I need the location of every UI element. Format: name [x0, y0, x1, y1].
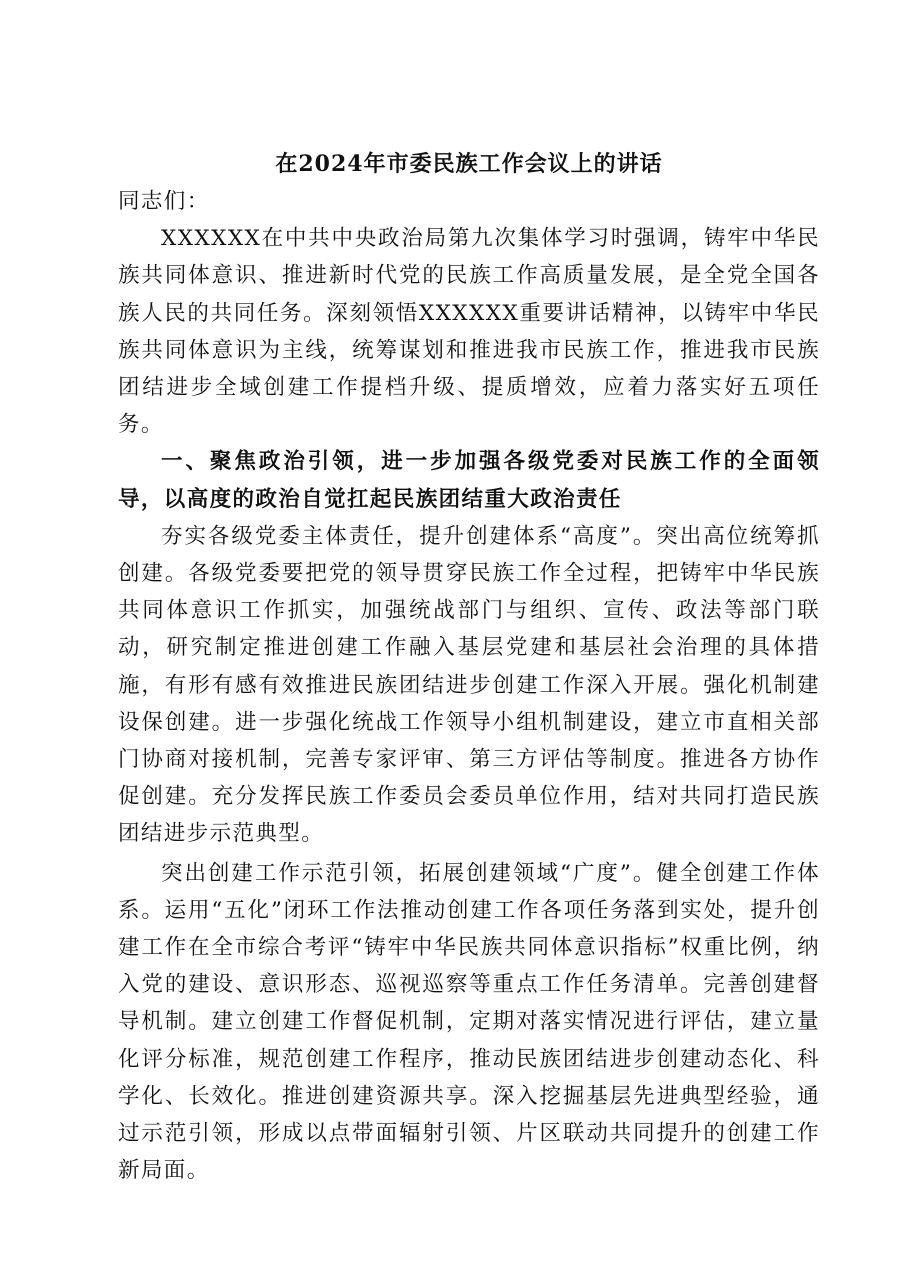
- paragraph-intro: XXXXXX在中共中央政治局第九次集体学习时强调，铸牢中华民族共同体意识、推进新时代党的民族工作高质量发展，是全党全国各族人民的共同任务。深刻领悟XXXXXX重要讲话精神，以铸牢中华民族共同体意识为主线，统筹谋划和推进我市民族工作，推进我市民族团结进步全域创建工作提档升级、提质增效，应着力落实好五项任务。: [118, 226, 820, 438]
- section-heading-1: 一、聚焦政治引领，进一步加强各级党委对民族工作的全面领导，以高度的政治自觉扛起民族团结重大政治责任: [118, 449, 820, 512]
- salutation: 同志们：: [118, 189, 210, 214]
- paragraph-demonstration: 突出创建工作示范引领，拓展创建领域“广度”。健全创建工作体系。运用“五化”闭环工作法推动创建工作各项任务落到实处，提升创建工作在全市综合考评“铸牢中华民族共同体意识指标”权重比例，纳入党的建设、意识形态、巡视巡察等重点工作任务清单。完善创建督导机制。建立创建工作督促机制，定期对落实情况进行评估，建立量化评分标准，规范创建工作程序，推动民族团结进步创建动态化、科学化、长效化。推进创建资源共享。深入挖掘基层先进典型经验，通过示范引领，形成以点带面辐射引领、片区联动共同提升的创建工作新局面。: [118, 860, 820, 1184]
- document-title: 在2024年市委民族工作会议上的讲话: [275, 151, 663, 177]
- document-body: [118, 146, 820, 1189]
- paragraph-party-responsibility: 夯实各级党委主体责任，提升创建体系“高度”。突出高位统筹抓创建。各级党委要把党的领导贯穿民族工作全过程，把铸牢中华民族共同体意识工作抓实，加强统战部门与组织、宣传、政法等部门联动，研究制定推进创建工作融入基层党建和基层社会治理的具体措施，有形有感有效推进民族团结进步创建工作深入开展。强化机制建设保创建。进一步强化统战工作领导小组机制建设，建立市直相关部门协商对接机制，完善专家评审、第三方评估等制度。推进各方协作促创建。充分发挥民族工作委员会委员单位作用，结对共同打造民族团结进步示范典型。: [118, 523, 820, 847]
